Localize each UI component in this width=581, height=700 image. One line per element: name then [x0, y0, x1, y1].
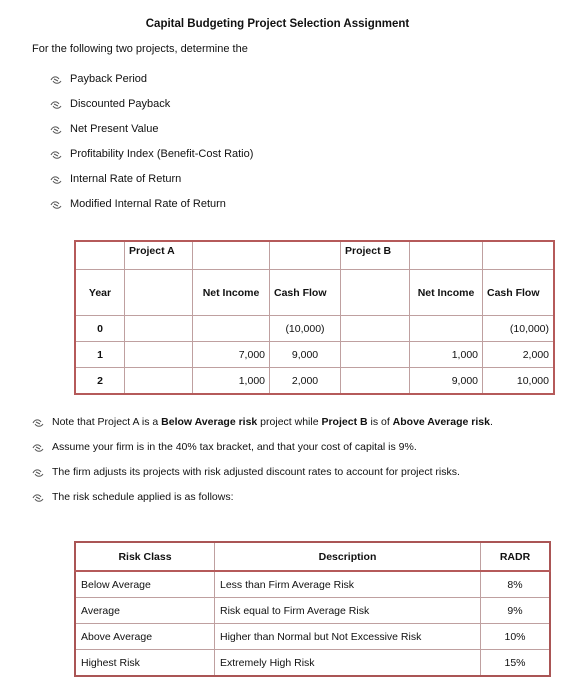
note-item: [32, 460, 493, 485]
risk-schedule-table: [74, 541, 551, 677]
description-cell: Less than Firm Average Risk: [215, 571, 481, 598]
bullet-icon: [50, 175, 62, 185]
table-row: [75, 598, 550, 624]
a-cash-cell: 9,000: [270, 342, 341, 368]
bullet-icon: [32, 443, 44, 453]
a-income-cell: 7,000: [193, 342, 270, 368]
note-item: [32, 435, 493, 460]
b-income-cell: 9,000: [410, 368, 483, 395]
description-cell: Higher than Normal but Not Excessive Risk: [215, 624, 481, 650]
radr-cell: 9%: [481, 598, 551, 624]
a-cash-cell: 2,000: [270, 368, 341, 395]
task-item: [50, 117, 253, 142]
task-label: Internal Rate of Return: [70, 173, 182, 185]
bullet-icon: [32, 418, 44, 428]
bullet-icon: [50, 75, 62, 85]
year-cell: 1: [75, 342, 125, 368]
note-item: [32, 410, 493, 435]
a-income-cell: [193, 316, 270, 342]
cash-flow-header: Cash Flow: [483, 270, 555, 316]
bullet-icon: [32, 468, 44, 478]
project-b-header: Project B: [341, 241, 410, 270]
description-cell: Extremely High Risk: [215, 650, 481, 677]
task-label: Discounted Payback: [70, 98, 171, 110]
note-item: [32, 485, 493, 510]
note-text: The risk schedule applied is as follows:: [52, 491, 234, 503]
risk-class-header: Risk Class: [75, 542, 215, 571]
task-list: [50, 67, 253, 217]
risk-class-cell: Average: [75, 598, 215, 624]
table-row: [75, 368, 554, 395]
notes-list: [32, 410, 493, 510]
bullet-icon: [50, 200, 62, 210]
bullet-icon: [50, 150, 62, 160]
radr-header: RADR: [481, 542, 551, 571]
task-label: Payback Period: [70, 73, 148, 85]
table-row: [75, 650, 550, 677]
table-row: [75, 624, 550, 650]
task-label: Profitability Index (Benefit-Cost Ratio): [70, 148, 254, 160]
year-header: Year: [75, 270, 125, 316]
year-cell: 2: [75, 368, 125, 395]
note-text: Note that Project A is a Below Average risk project while Project B is of Above Average risk.: [52, 416, 493, 428]
cash-flow-header: Cash Flow: [270, 270, 341, 316]
table-column-row: [75, 270, 554, 316]
projects-table: [74, 240, 555, 395]
radr-cell: 8%: [481, 571, 551, 598]
task-item: [50, 67, 253, 92]
table-header-row: [75, 241, 554, 270]
bullet-icon: [32, 493, 44, 503]
table-row: [75, 342, 554, 368]
b-cash-cell: 10,000: [483, 368, 555, 395]
task-label: Net Present Value: [70, 123, 159, 135]
note-text: Assume your firm is in the 40% tax bracket, and that your cost of capital is 9%.: [52, 441, 417, 453]
table-row: [75, 571, 550, 598]
description-cell: Risk equal to Firm Average Risk: [215, 598, 481, 624]
risk-class-cell: Below Average: [75, 571, 215, 598]
task-item: [50, 167, 253, 192]
table-header-row: [75, 542, 550, 571]
description-header: Description: [215, 542, 481, 571]
risk-class-cell: Above Average: [75, 624, 215, 650]
radr-cell: 15%: [481, 650, 551, 677]
task-item: [50, 142, 253, 167]
risk-class-cell: Highest Risk: [75, 650, 215, 677]
page-title: Capital Budgeting Project Selection Assignment: [145, 18, 410, 30]
net-income-header: Net Income: [410, 270, 483, 316]
b-income-cell: [410, 316, 483, 342]
year-cell: 0: [75, 316, 125, 342]
a-cash-cell: (10,000): [270, 316, 341, 342]
net-income-header: Net Income: [193, 270, 270, 316]
intro-text: For the following two projects, determine the: [32, 43, 248, 55]
task-item: [50, 192, 253, 217]
task-label: Modified Internal Rate of Return: [70, 198, 226, 210]
project-a-header: Project A: [125, 241, 193, 270]
bullet-icon: [50, 125, 62, 135]
a-income-cell: 1,000: [193, 368, 270, 395]
bullet-icon: [50, 100, 62, 110]
task-item: [50, 92, 253, 117]
b-income-cell: 1,000: [410, 342, 483, 368]
note-text: The firm adjusts its projects with risk adjusted discount rates to account for project risks.: [52, 466, 460, 478]
b-cash-cell: 2,000: [483, 342, 555, 368]
table-row: [75, 316, 554, 342]
radr-cell: 10%: [481, 624, 551, 650]
b-cash-cell: (10,000): [483, 316, 555, 342]
